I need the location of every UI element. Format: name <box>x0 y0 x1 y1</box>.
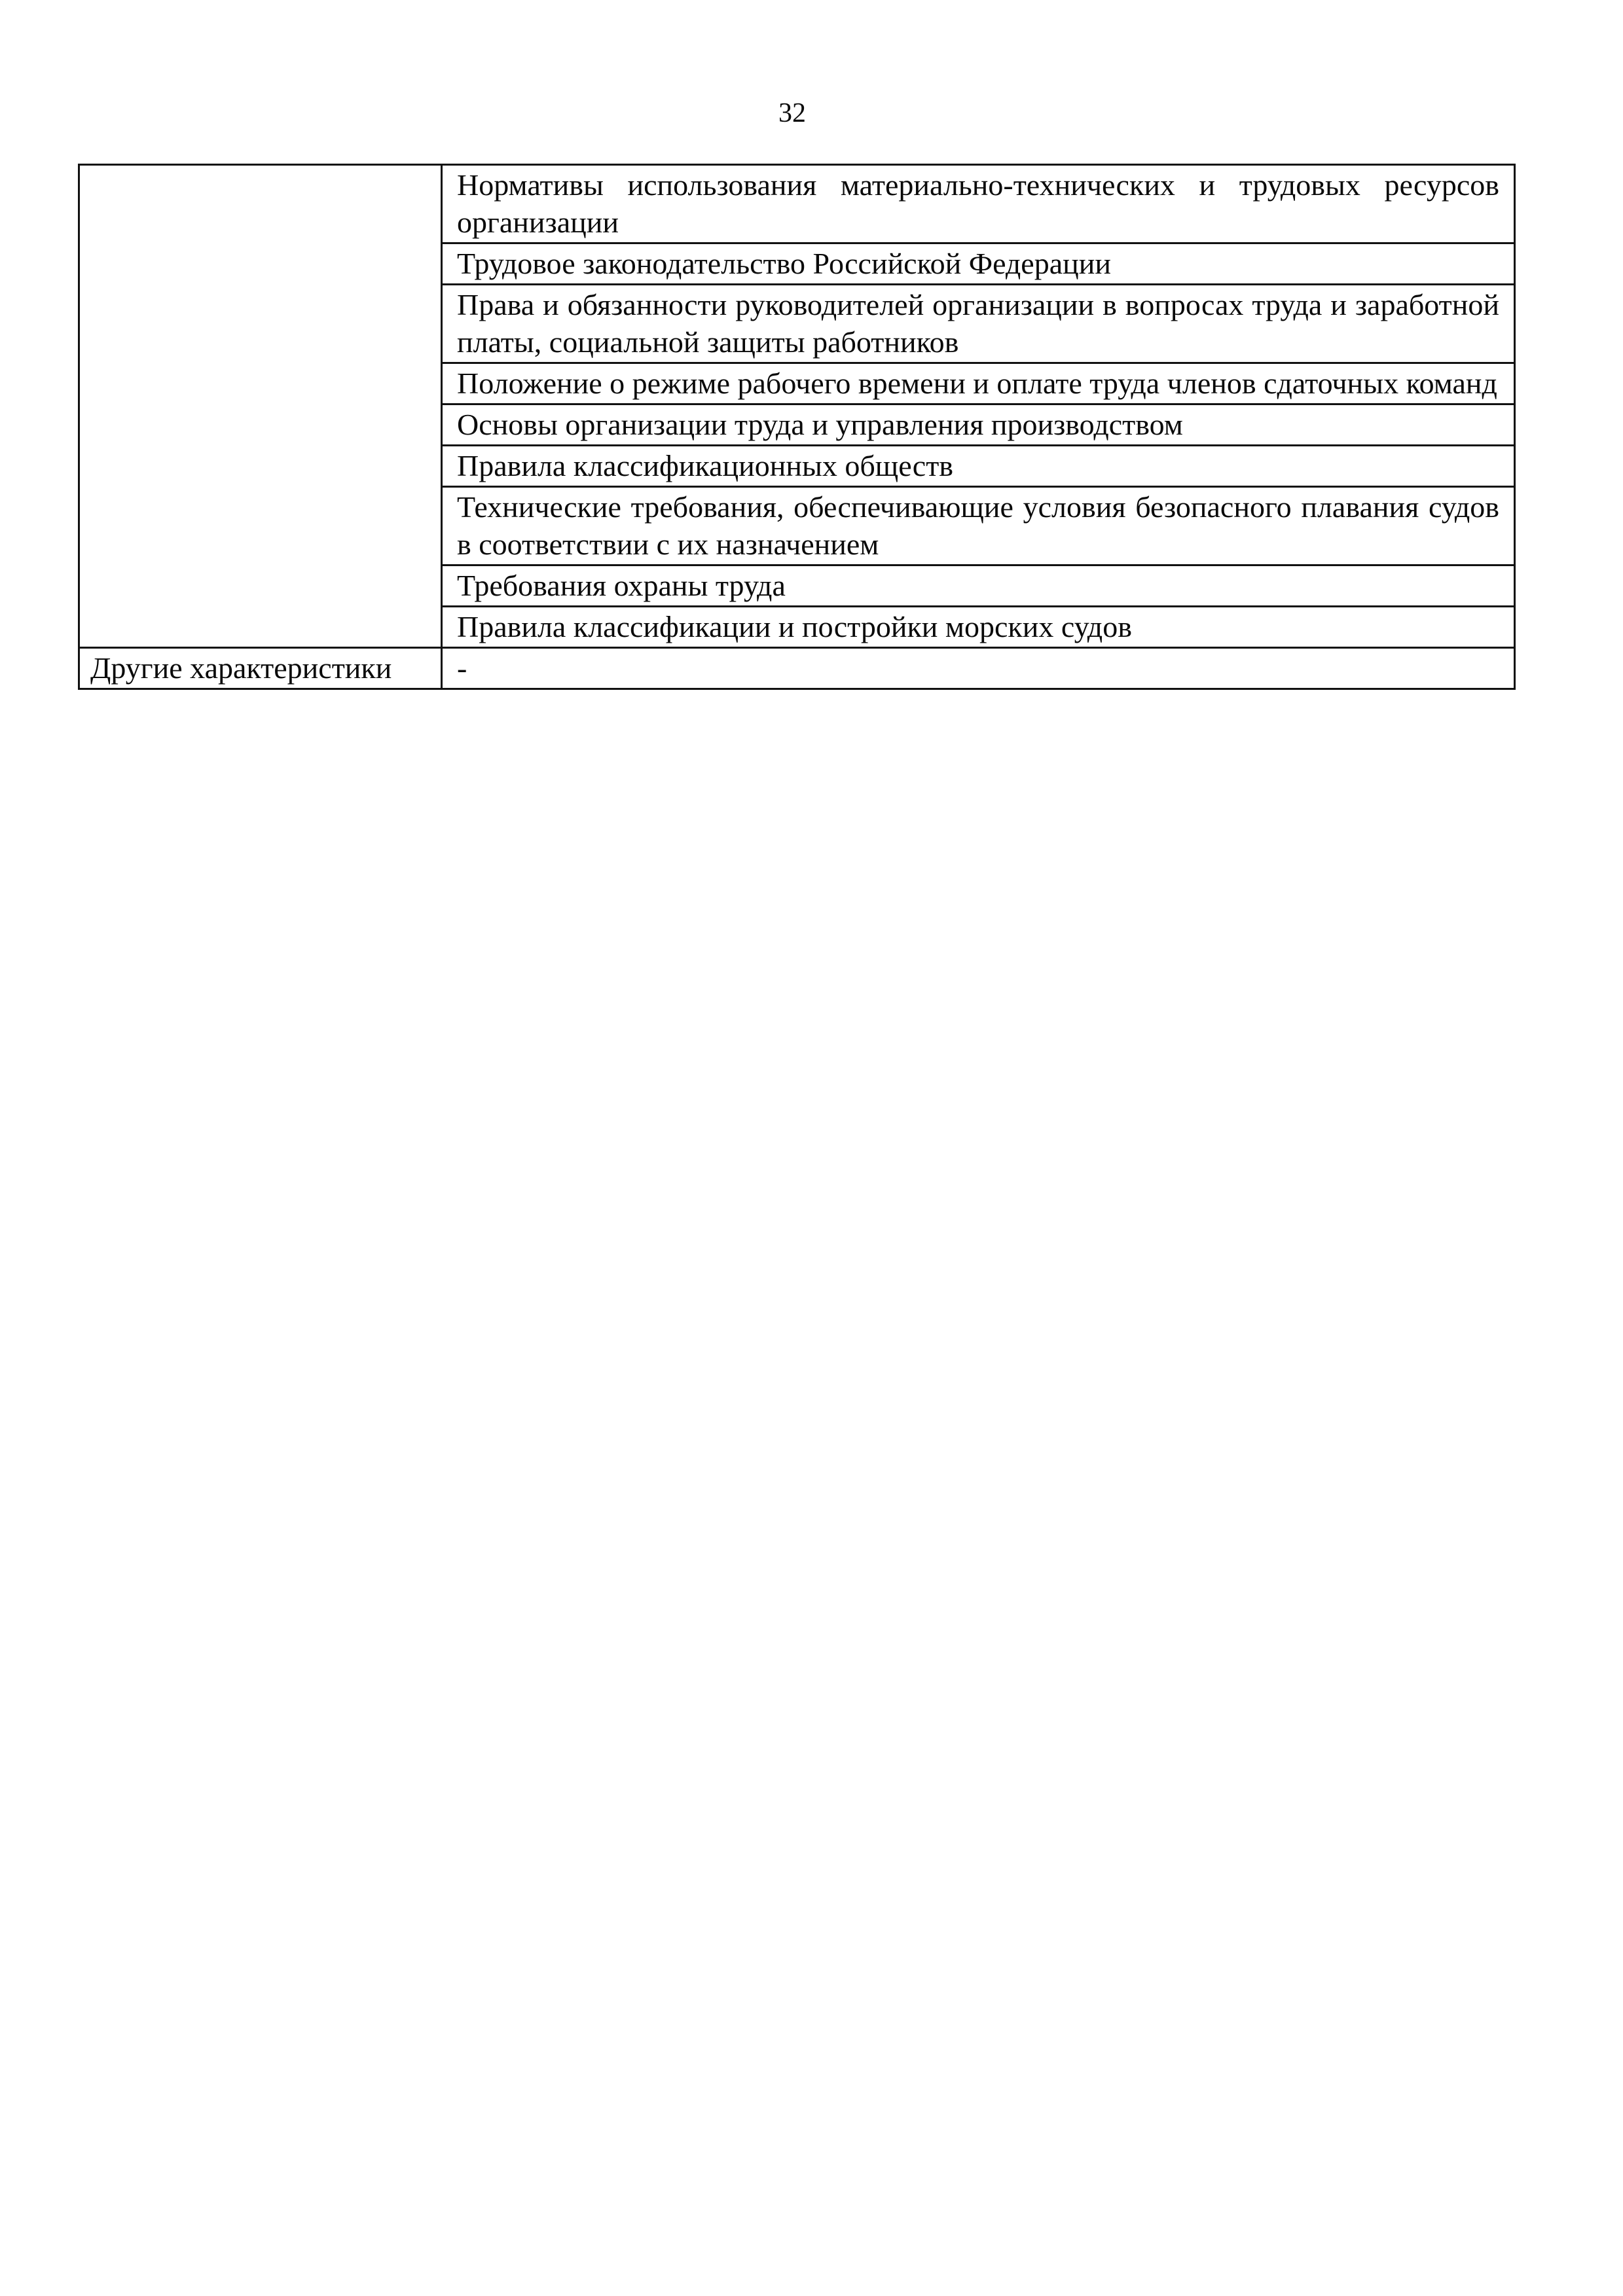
requirement-item: Права и обязанности руководителей организации в вопросах труда и заработной платы, социальной защиты работников <box>442 285 1515 363</box>
requirement-item: Технические требования, обеспечивающие условия безопасного плавания судов в соответствии с их назначением <box>442 487 1515 565</box>
requirement-item: Правила классификации и постройки морских судов <box>442 607 1515 648</box>
requirement-item: Правила классификационных обществ <box>442 446 1515 487</box>
page-number: 32 <box>778 98 806 128</box>
requirement-item: Трудовое законодательство Российской Федерации <box>442 243 1515 285</box>
requirement-item: Нормативы использования материально-технических и трудовых ресурсов организации <box>442 165 1515 243</box>
requirements-table <box>78 164 1516 690</box>
requirement-item: Положение о режиме рабочего времени и оплате труда членов сдаточных команд <box>442 363 1515 404</box>
empty-label-cell <box>79 165 442 648</box>
table-row <box>79 648 1515 689</box>
requirement-item: Основы организации труда и управления производством <box>442 404 1515 446</box>
table-row <box>79 165 1515 243</box>
other-characteristics-label: Другие характеристики <box>79 648 442 689</box>
requirement-item: Требования охраны труда <box>442 565 1515 607</box>
other-characteristics-value: - <box>442 648 1515 689</box>
